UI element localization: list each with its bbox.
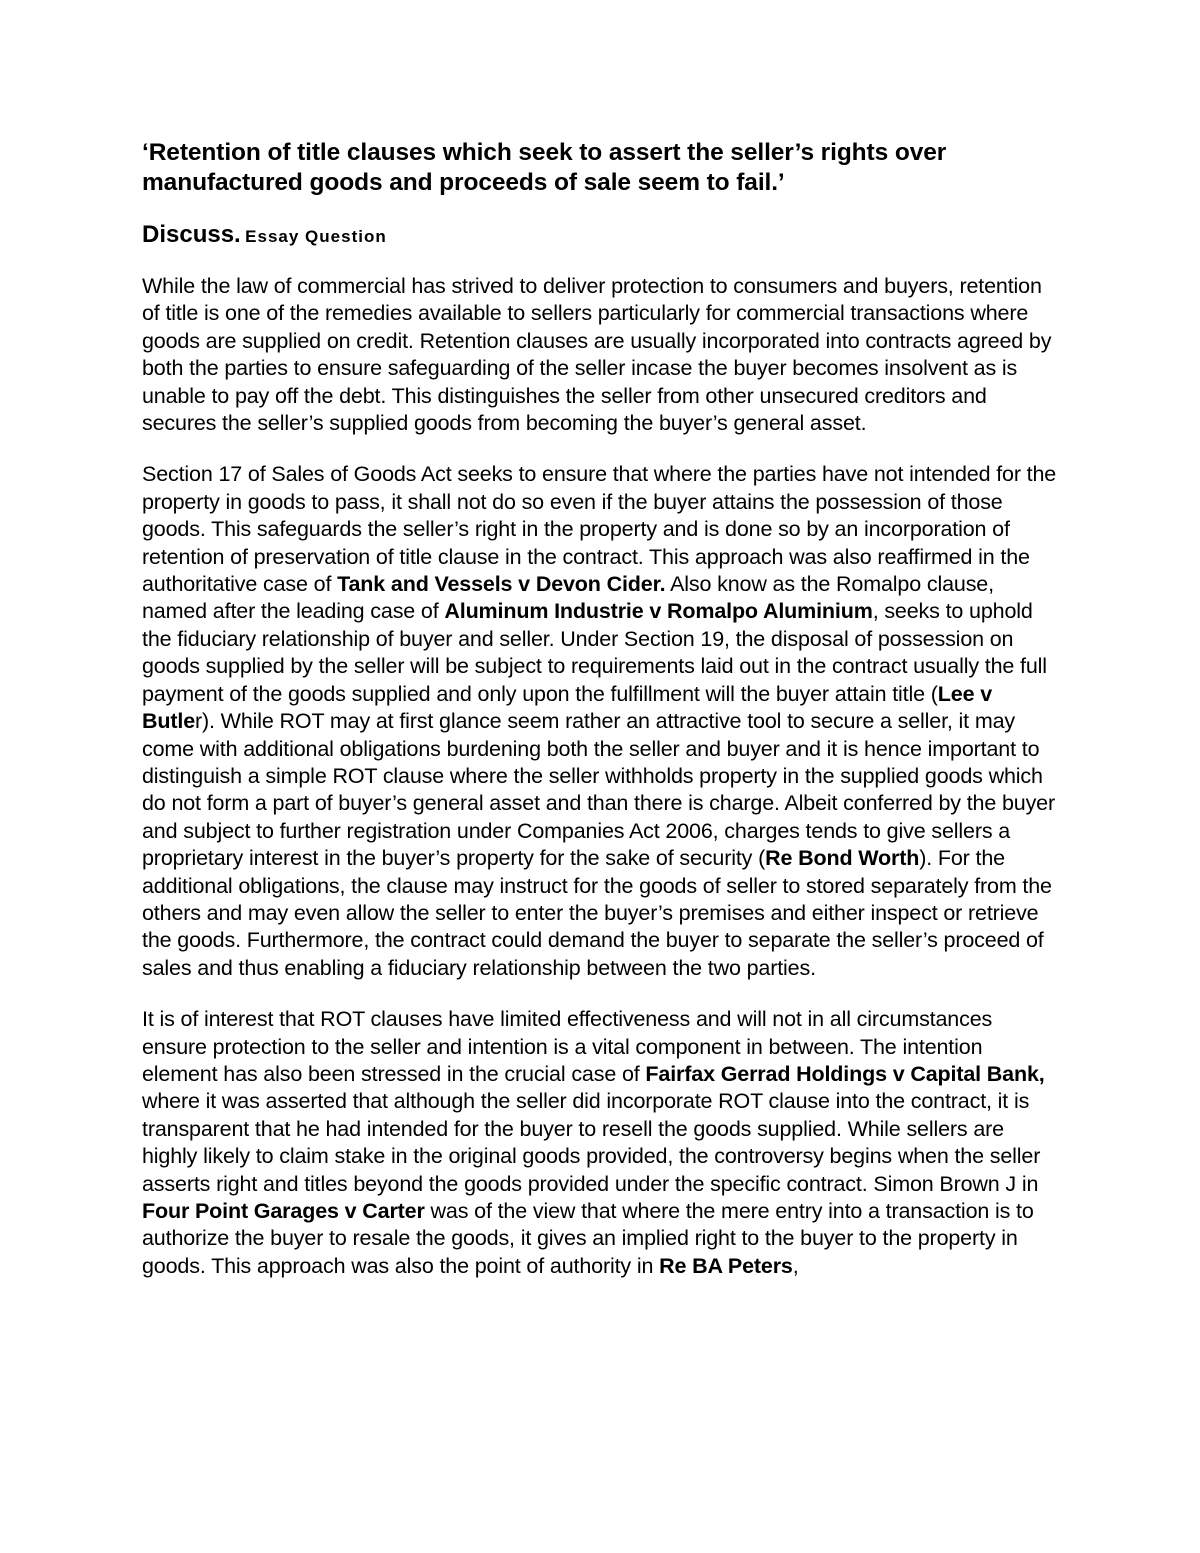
discuss-label: Discuss. xyxy=(142,221,241,248)
case-citation: Aluminum Industrie v Romalpo Aluminium xyxy=(444,599,873,624)
case-citation: Re Bond Worth xyxy=(765,846,920,871)
paragraph-text: r). While ROT may at first glance seem rather an attractive tool to secure a seller, it may come with additional obligations burdening both the seller and buyer and it is hence important to distinguish a simple ROT clause where the seller withholds property in the supplied goods which do not form a part of buyer’s general asset and than there is charge. Albeit conferred by the buyer and subject to further registration under Companies Act 2006, charges tends to give sellers a proprietary interest in the buyer’s property for the sake of security ( xyxy=(142,709,1055,871)
paragraph-text: ). For the additional obligations, the clause may instruct for the goods of seller to stored separately from the others and may even allow the seller to enter the buyer’s premises and either inspect or retrieve the goods. Furthermore, the contract could demand the buyer to separate the seller’s proceed of sales and thus enabling a fiduciary relationship between the two parties. xyxy=(142,846,1052,980)
paragraph xyxy=(142,273,1062,437)
document-page xyxy=(142,138,1062,1280)
essay-title: ‘Retention of title clauses which seek to assert the seller’s rights over manufactured goods and proceeds of sale seem to fail.’ xyxy=(142,139,947,196)
essay-body xyxy=(142,273,1062,1280)
paragraph-text: , xyxy=(792,1253,799,1278)
paragraph xyxy=(142,461,1062,982)
case-citation: Fairfax Gerrad Holdings v Capital Bank, xyxy=(645,1061,1045,1086)
paragraph-text: where it was asserted that although the seller did incorporate ROT clause into the contract, it is transparent that he had intended for the buyer to resell the goods supplied. While sellers are highly likely to claim stake in the original goods provided, the controversy begins when the seller asserts right and titles beyond the goods provided under the specific contract. Simon Brown J in xyxy=(142,1089,1041,1196)
case-citation: Tank and Vessels v Devon Cider. xyxy=(337,572,666,597)
essay-question-label: Essay Question xyxy=(245,227,387,246)
paragraph xyxy=(142,1006,1062,1280)
paragraph-text: Also know as the Romalpo clause, named after the leading case of xyxy=(142,572,994,624)
case-citation: Four Point Garages v Carter xyxy=(142,1199,425,1223)
case-citation: Lee v Butle xyxy=(142,681,993,734)
paragraph-text: It is of interest that ROT clauses have limited effectiveness and will not in all circumstances ensure protection to the seller and intention is a vital component in between. The intention element has also been stressed in the crucial case of xyxy=(142,1007,993,1086)
paragraph-text: was of the view that where the mere entry into a transaction is to authorize the buyer to resale the goods, it gives an implied right to the buyer to the property in goods. This approach was also the point of authority in xyxy=(142,1199,1034,1278)
paragraph-text: While the law of commercial has strived to deliver protection to consumers and buyers, retention of title is one of the remedies available to sellers particularly for commercial transactions where goods are supplied on credit. Retention clauses are usually incorporated into contracts agreed by both the parties to ensure safeguarding of the seller incase the buyer becomes insolvent as is unable to pay off the debt. This distinguishes the seller from other unsecured creditors and secures the seller’s supplied goods from becoming the buyer’s general asset. xyxy=(142,274,1052,436)
case-citation: Re BA Peters xyxy=(659,1253,793,1278)
paragraph-text: Section 17 of Sales of Goods Act seeks to ensure that where the parties have not intended for the property in goods to pass, it shall not do so even if the buyer attains the possession of those goods. This safeguards the seller’s right in the property and is done so by an incorporation of retention of preservation of title clause in the contract. This approach was also reaffirmed in the authoritative case of xyxy=(142,462,1057,597)
essay-subheading xyxy=(142,220,1062,253)
paragraph-text: , seeks to uphold the fiduciary relationship of buyer and seller. Under Section 19, the disposal of possession on goods supplied by the seller will be subject to requirements laid out in the contract usually the full payment of the goods supplied and only upon the fulfillment will the buyer attain title ( xyxy=(142,599,1047,706)
